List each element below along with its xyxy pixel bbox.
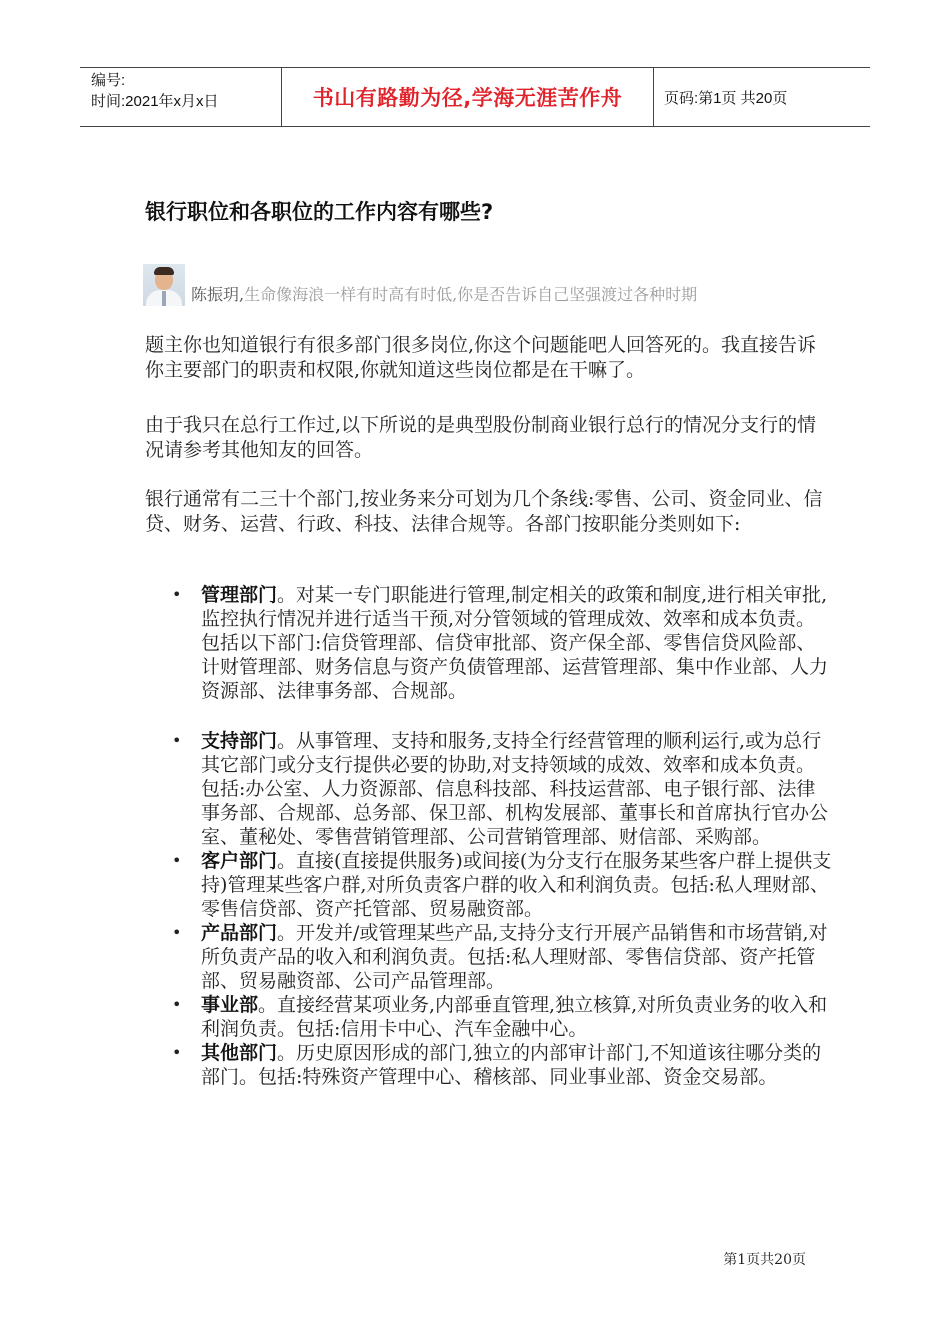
author-line — [143, 264, 697, 306]
list-item-term: 事业部 — [201, 994, 259, 1016]
list-item — [172, 921, 832, 993]
list-item-term: 其他部门 — [201, 1042, 278, 1064]
list-item-term: 管理部门 — [201, 584, 278, 606]
paragraph-overview: 银行通常有二三十个部门,按业务来分可划为几个条线:零售、公司、资金同业、信贷、财务、运营、行政、科技、法律合规等。各部门按职能分类则如下: — [145, 488, 823, 535]
header-number: 编号: — [91, 72, 126, 89]
list-item-text: 。从事管理、支持和服务,支持全行经营管理的顺利运行,或为总行其它部门或分支行提供必要的协助,对支持领域的成效、效率和成本负责。包括:办公室、人力资源部、信息科技部、科技运营部、电子银行部、法律事务部、合规部、总务部、保卫部、机构发展部、董事长和首席执行官办公室、董秘处、零售营销管理部、公司营销管理部、财信部、采购部。 — [201, 730, 829, 848]
header-page-info: 页码:第1页 共20页 — [664, 89, 788, 107]
header-motto: 书山有路勤为径,学海无涯苦作舟 — [282, 68, 654, 126]
header-time: 时间:2021年x月x日 — [91, 93, 219, 110]
author-bio: 生命像海浪一样有时高有时低,你是否告诉自己坚强渡过各种时期 — [244, 285, 698, 304]
list-item — [172, 849, 832, 921]
list-item-term: 客户部门 — [201, 850, 278, 872]
author-name: 陈振玥, — [191, 285, 245, 304]
paragraph-intro: 题主你也知道银行有很多部门很多岗位,你这个问题能吧人回答死的。我直接告诉你主要部门的职责和权限,你就知道这些岗位都是在干嘛了。 — [145, 334, 817, 381]
list-item-text: 。直接经营某项业务,内部垂直管理,独立核算,对所负责业务的收入和利润负责。包括:信用卡中心、汽车金融中心。 — [201, 994, 828, 1040]
avatar — [143, 264, 185, 306]
list-item — [172, 1041, 832, 1089]
list-item-term: 支持部门 — [201, 730, 278, 752]
department-list — [172, 583, 832, 1089]
list-item — [172, 583, 832, 703]
document-header — [80, 67, 870, 127]
bullet-icon: • — [172, 585, 182, 604]
list-item-text: 。开发并/或管理某些产品,支持分支行开展产品销售和市场营销,对所负责产品的收入和利润负责。包括:私人理财部、零售信贷部、资产托管部、贸易融资部、公司产品管理部。 — [201, 922, 828, 992]
list-item-text: 。历史原因形成的部门,独立的内部审计部门,不知道该往哪分类的部门。包括:特殊资产管理中心、稽核部、同业事业部、资金交易部。 — [201, 1042, 822, 1088]
header-meta — [80, 68, 282, 126]
page-title: 银行职位和各职位的工作内容有哪些? — [145, 200, 494, 224]
list-item-term: 产品部门 — [201, 922, 278, 944]
list-item-text: 。对某一专门职能进行管理,制定相关的政策和制度,进行相关审批,监控执行情况并进行适当干预,对分管领域的管理成效、效率和成本负责。包括以下部门:信贷管理部、信贷审批部、资产保全部、零售信贷风险部、计财管理部、财务信息与资产负债管理部、运营管理部、集中作业部、人力资源部、法律事务部、合规部。 — [201, 584, 829, 702]
bullet-icon: • — [172, 1043, 182, 1062]
bullet-icon: • — [172, 731, 182, 750]
list-item — [172, 993, 832, 1041]
list-item — [172, 729, 832, 849]
page-footer: 第1页共20页 — [723, 1252, 806, 1268]
author-info — [191, 284, 697, 306]
bullet-icon: • — [172, 851, 182, 870]
bullet-icon: • — [172, 923, 182, 942]
bullet-icon: • — [172, 995, 182, 1014]
list-item-text: 。直接(直接提供服务)或间接(为分支行在服务某些客户群上提供支持)管理某些客户群,对所负责客户群的收入和利润负责。包括:私人理财部、零售信贷部、资产托管部、贸易融资部。 — [201, 850, 832, 920]
paragraph-scope: 由于我只在总行工作过,以下所说的是典型股份制商业银行总行的情况分支行的情况请参考其他知友的回答。 — [145, 414, 817, 461]
